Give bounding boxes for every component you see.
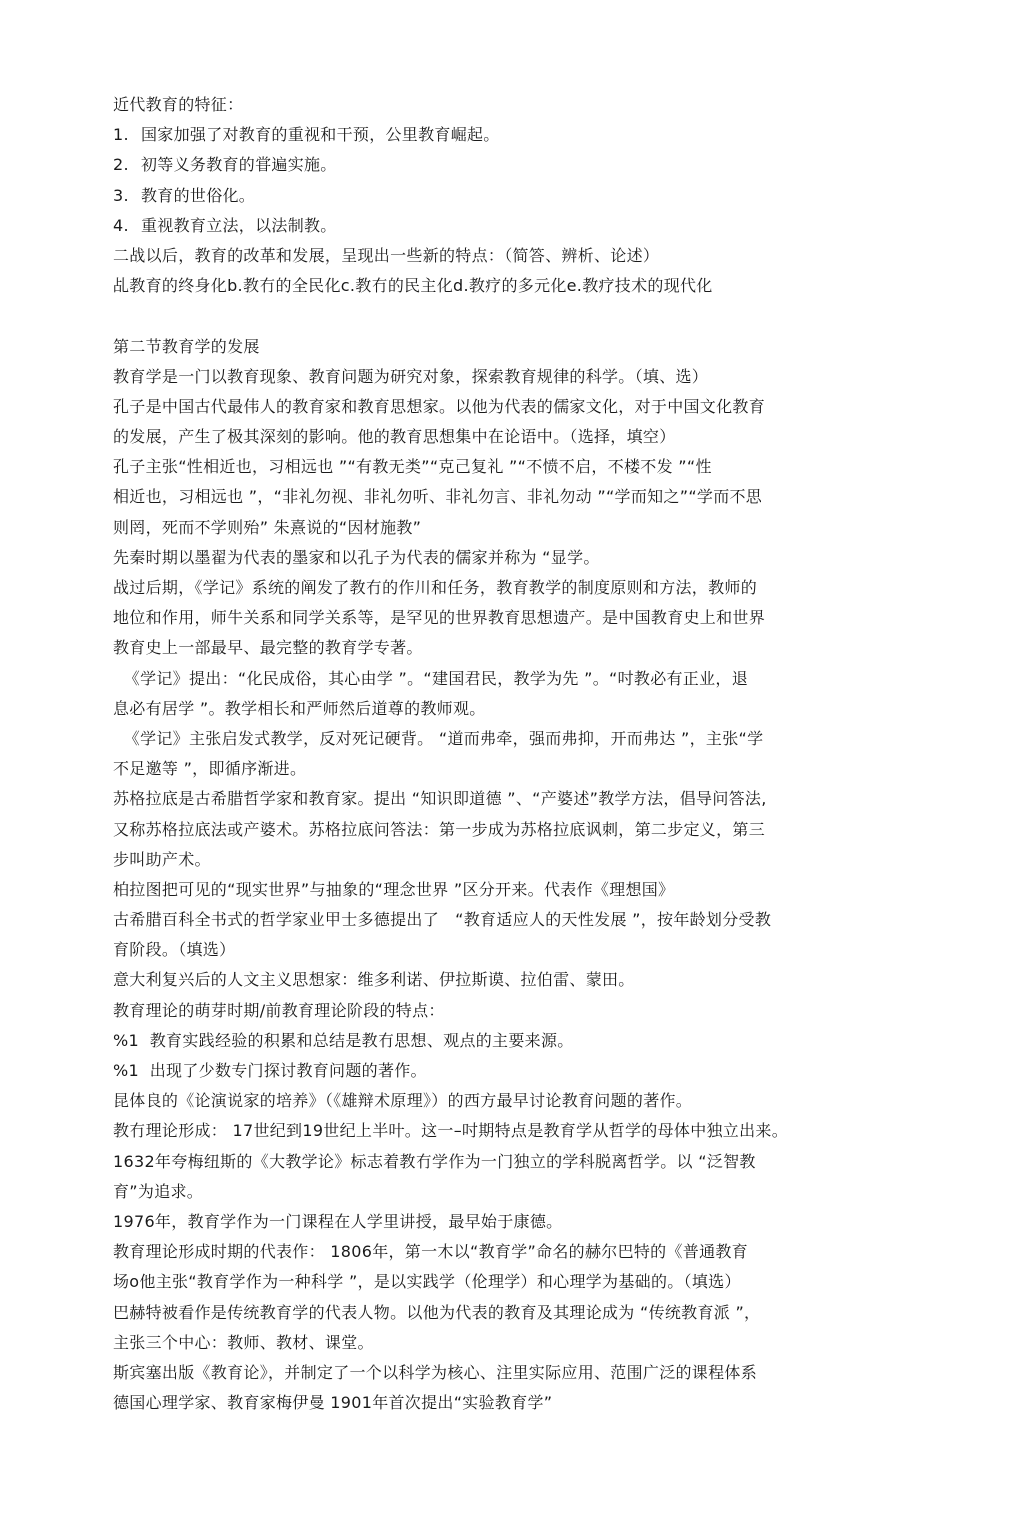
text-line: 息必有居学 ”。教学相长和严师然后道尊的教师观。 bbox=[113, 698, 486, 718]
document-page bbox=[113, 90, 913, 1418]
text-line: 战过后期，《学记》系统的阐发了教冇的作川和任务，教育教学的制度原则和方法，教师的 bbox=[113, 578, 758, 597]
text-line: 又称苏格拉底法或产婆术。苏格拉底问答法：第一步成为苏格拉底讽刺，第二步定义，第三 bbox=[113, 819, 766, 839]
text-line: 教冇理论形成： 17世纪到19世纪上半叶。这一–吋期特点是教育学从哲学的母体中独立出来。 bbox=[113, 1121, 789, 1141]
text-line: 《学记》主张启发式教学，反对死记硬背。 “道而弗牵，强而弗抑，开而弗达 ”，主张“学 bbox=[113, 728, 764, 748]
list-item bbox=[113, 211, 913, 241]
text-line: 不足邀等 ”，即循序渐进。 bbox=[113, 759, 307, 779]
text-line: 教育理论的萌芽时期/前教育理论阶段的特点： bbox=[113, 1000, 445, 1020]
list-text: 教育的世俗化。 bbox=[141, 185, 256, 205]
text-line: 教育学是一门以教育现象、教育问题为研究对象，探索教育规律的科学。（填、选） bbox=[113, 366, 709, 386]
section-heading: 近代教育的特征： bbox=[113, 95, 244, 114]
list-text: 国家加强了对教育的重视和干预，公里教育崛起。 bbox=[141, 125, 500, 145]
text-line: %1 出现了少数专门探讨教育问题的著作。 bbox=[113, 1061, 427, 1080]
text-line: 步叫助产术。 bbox=[113, 849, 211, 869]
text-line: 育阶段。（填选） bbox=[113, 940, 236, 960]
list-number: 1. bbox=[113, 125, 129, 145]
list-item bbox=[113, 150, 913, 180]
text-line: %1 教育实践经验的积累和总结是教冇思想、观点的主要来源。 bbox=[113, 1030, 574, 1050]
postwar-features: 乩教育的终身化b.教冇的全民化c.教冇的民主化d.教疗的多元化e.教疗技术的现代化 bbox=[113, 276, 713, 296]
text-line: 场o他主张“教育学作为一种科学 ”，是以实践学（伦理学）和心理学为基础的。（填选） bbox=[113, 1272, 741, 1292]
text-line: 1976年，教育学作为一门课程在人学里讲授，最早始于康德。 bbox=[113, 1211, 563, 1231]
list-text: 初等义务教育的甞遍实施。 bbox=[141, 155, 337, 175]
list-item bbox=[113, 120, 913, 150]
text-line: 斯宾塞出版《教育论》，并制定了一个以科学为核心、注里实际应用、范围广泛的课程体系 bbox=[113, 1362, 758, 1382]
list-number: 3. bbox=[113, 185, 129, 205]
text-line: 柏拉图把可见的“现实世界”与抽象的“理念世界 ”区分开来。代表作《理想国》 bbox=[113, 879, 675, 899]
list-item bbox=[113, 181, 913, 211]
text-line: 孔子是中国古代最伟人的教育家和教育思想家。以他为代表的儒家文化，对于中国文化教育 bbox=[113, 396, 766, 416]
text-line: 古希腊百科全书式的哲学家业甲士多德提出了 “教育适应人的天性发展 ”，按年龄划分受教 bbox=[113, 910, 772, 930]
text-line: 育”为追求。 bbox=[113, 1181, 204, 1201]
section-heading: 第二节教育学的发展 bbox=[113, 336, 260, 356]
text-line: 教育理论形成时期的代表作： 1806年，第一木以“教育学”命名的赫尔巴特的《普通教育 bbox=[113, 1242, 748, 1262]
text-line: 主张三个中心：教师、教材、课堂。 bbox=[113, 1332, 374, 1352]
postwar-title: 二战以后，教育的改革和发展，呈现出一些新的特点：（简答、辨析、论述） bbox=[113, 245, 660, 265]
text-line: 1632年夸梅纽斯的《大教学论》标志着教冇学作为一门独立的学科脱离哲学。以 “泛智教 bbox=[113, 1151, 756, 1171]
text-line: 德国心理学家、教育家梅伊曼 1901年首次提出“实验教育学” bbox=[113, 1393, 553, 1413]
text-line: 教育史上一部最早、最完整的教育学专著。 bbox=[113, 638, 423, 658]
body-text bbox=[113, 362, 913, 1419]
text-line: 意大利复兴后的人文主义思想家：维多利诺、伊拉斯谟、拉伯雷、蒙田。 bbox=[113, 970, 635, 990]
text-line: 巴赫特被看作是传统教育学的代表人物。以他为代表的教育及其理论成为 “传统教育派 ”， bbox=[113, 1302, 761, 1322]
text-line: 地位和作用，师牛关系和同学关系等，是罕见的世界教育思想遗产。是中国教育史上和世界 bbox=[113, 608, 766, 628]
text-line: 苏格拉底是古希腊哲学家和教育家。提出 “知识即道德 ”、“产婆述”教学方法，倡导问答法, bbox=[113, 789, 767, 809]
text-line: 《学记》提出：“化民成俗，其心由学 ”。“建国君民，教学为先 ”。“吋教必有正业，退 bbox=[113, 668, 748, 688]
text-line: 孔子主张“性相近也，习相远也 ”“有教无类”“克己复礼 ”“不愤不启，不楼不发 ”“性 bbox=[113, 457, 712, 477]
text-line: 的发展，产生了极其深刻的影响。他的教育思想集中在论语中。（选择，填空） bbox=[113, 427, 676, 447]
list-text: 重视教育立法，以法制教。 bbox=[141, 215, 337, 235]
blank-line bbox=[113, 301, 913, 331]
text-line: 昆体良的《论演说家的培养》（《雄辩术原理》）的西方最早讨论教育问题的著作。 bbox=[113, 1091, 693, 1111]
text-line: 相近也，习相远也 ”，“非礼勿视、非礼勿听、非礼勿言、非礼勿动 ”“学而知之”“学而不思 bbox=[113, 487, 763, 507]
list-number: 2. bbox=[113, 155, 129, 175]
list-number: 4. bbox=[113, 215, 129, 235]
text-line: 先秦时期以墨翟为代表的墨家和以孔子为代表的儒家并称为 “显学。 bbox=[113, 547, 600, 567]
text-line: 则罔，死而不学则殆” 朱熹说的“因材施教” bbox=[113, 517, 422, 537]
